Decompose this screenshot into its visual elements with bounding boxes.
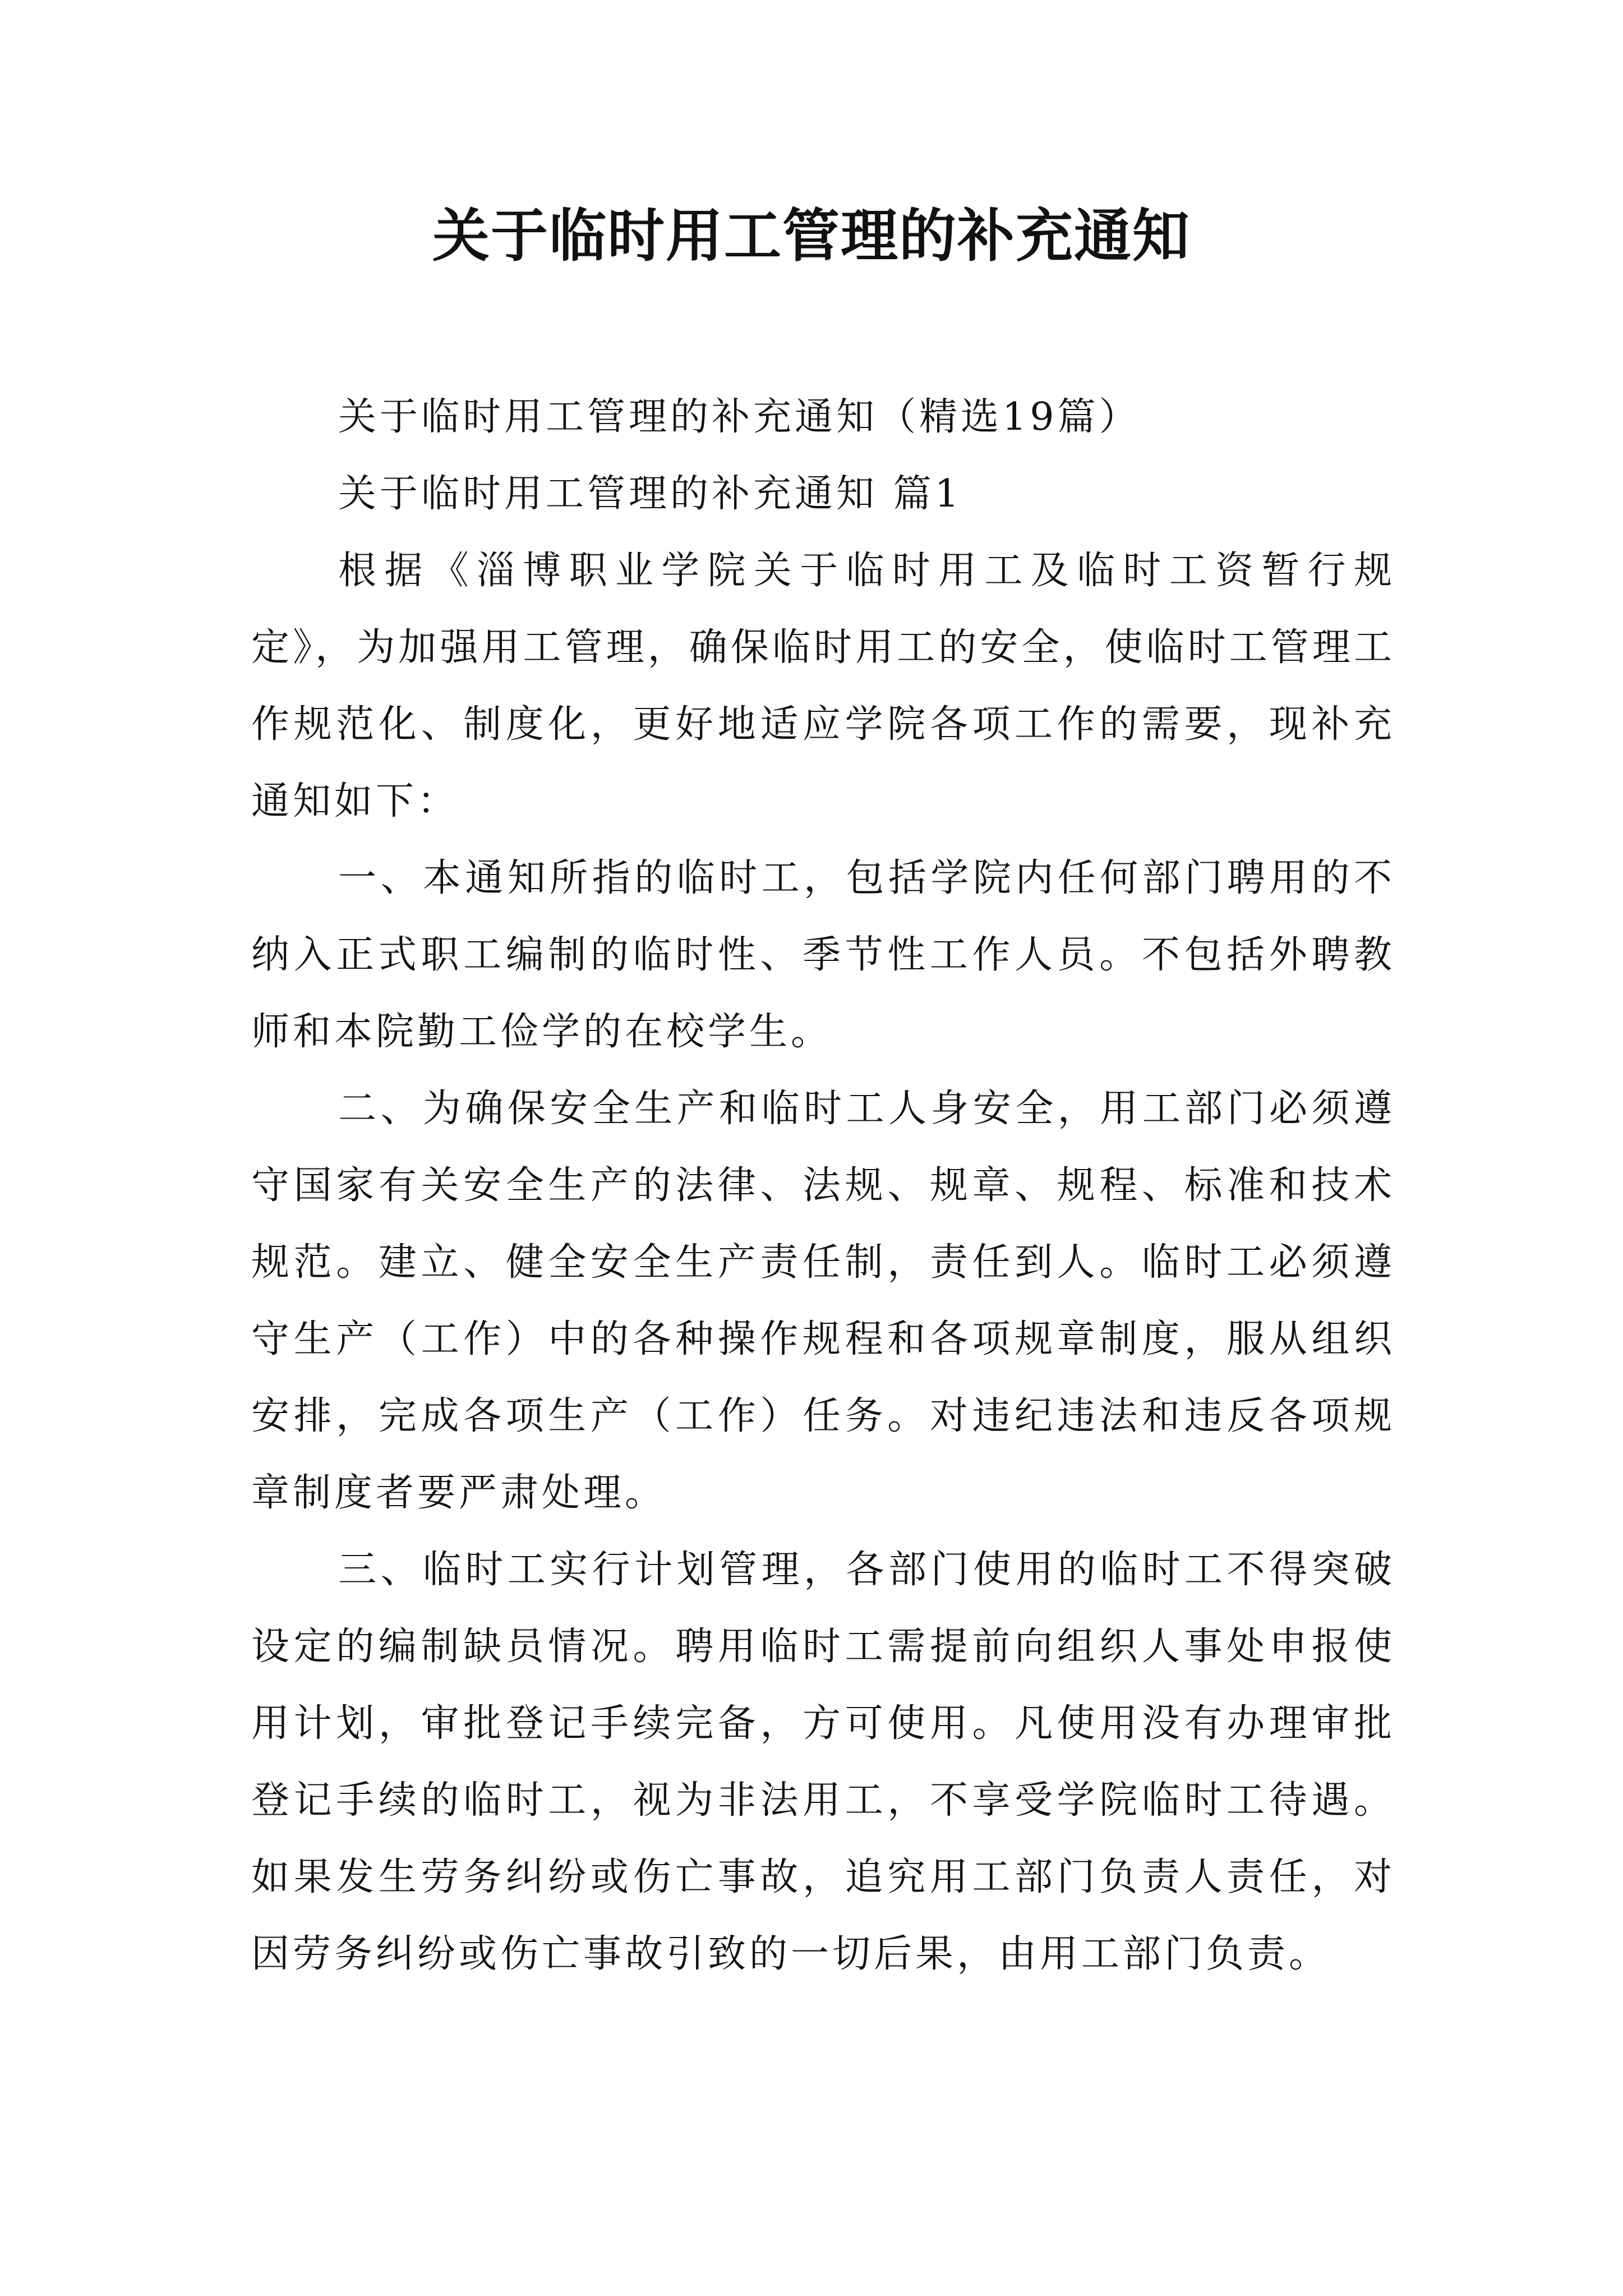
paragraph-item-3: 三、临时工实行计划管理，各部门使用的临时工不得突破设定的编制缺员情况。聘用临时工需提前向组织人事处申报使用计划，审批登记手续完备，方可使用。凡使用没有办理审批登记手续的临时工，视为非法用工，不享受学院临时工待遇。如果发生劳务纠纷或伤亡事故，追究用工部门负责人责任，对因劳务纠纷或伤亡事故引致的一切后果，由用工部门负责。 bbox=[251, 1548, 1395, 1976]
document-title: 关于临时用工管理的补充通知 bbox=[432, 203, 1191, 270]
paragraph-item-1: 一、本通知所指的临时工，包括学院内任何部门聘用的不纳入正式职工编制的临时性、季节性工作人员。不包括外聘教师和本院勤工俭学的在校学生。 bbox=[251, 856, 1395, 1054]
subtitle-collection: 关于临时用工管理的补充通知（精选19篇） bbox=[338, 395, 1141, 439]
paragraph-item-2: 二、为确保安全生产和临时工人身安全，用工部门必须遵守国家有关安全生产的法律、法规、规章、规程、标准和技术规范。建立、健全安全生产责任制，责任到人。临时工必须遵守生产（工作）中的各种操作规程和各项规章制度，服从组织安排，完成各项生产（工作）任务。对违纪违法和违反各项规章制度者要严肃处理。 bbox=[251, 1087, 1395, 1515]
subtitle-part-1: 关于临时用工管理的补充通知 篇1 bbox=[338, 472, 962, 516]
document-body bbox=[251, 379, 1395, 1993]
paragraph-intro: 根据《淄博职业学院关于临时用工及临时工资暂行规定》，为加强用工管理，确保临时用工的安全，使临时工管理工作规范化、制度化，更好地适应学院各项工作的需要，现补充通知如下： bbox=[251, 549, 1395, 823]
